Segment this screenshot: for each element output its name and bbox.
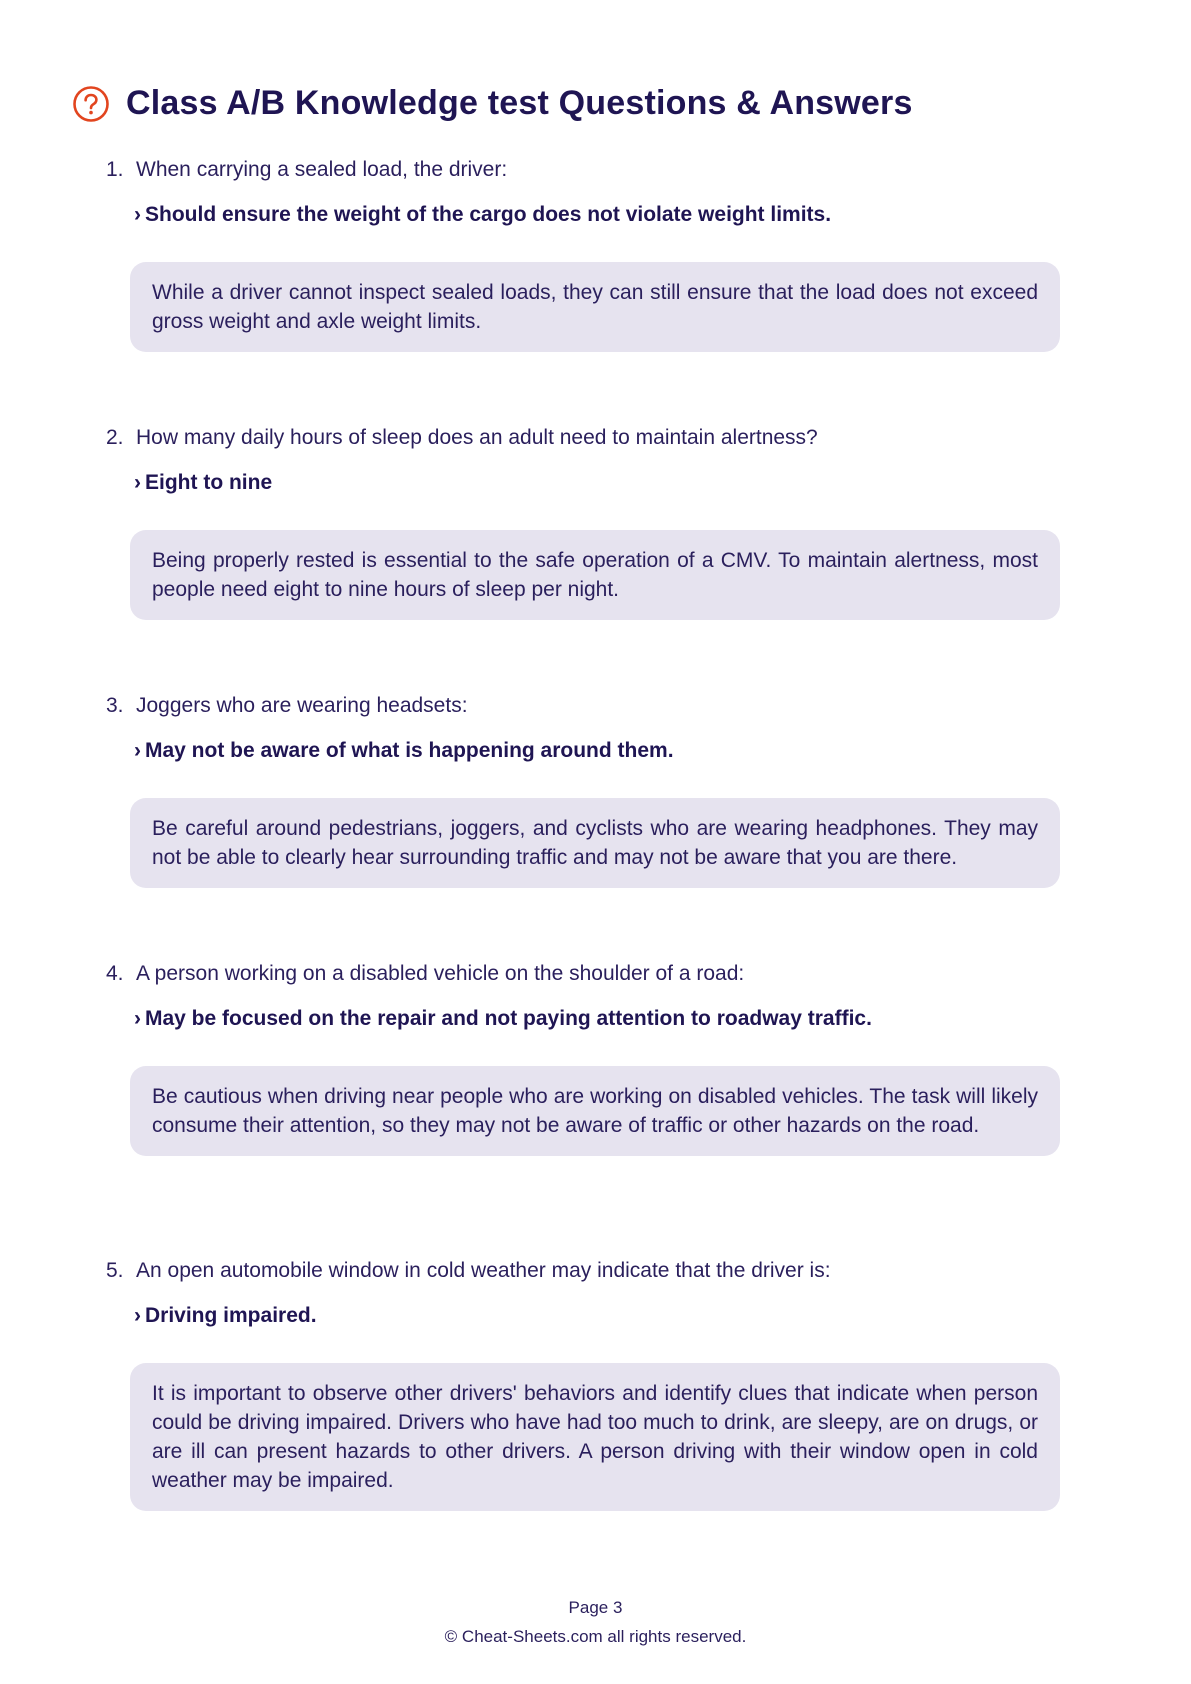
question-number: 3. [106, 694, 124, 717]
page-header [72, 84, 913, 123]
chevron-right-icon: › [134, 739, 141, 762]
explanation-box: Be careful around pedestrians, joggers, and cyclists who are wearing headphones. They may not be able to clearly hear surrounding traffic and may not be aware that you are there. [130, 798, 1060, 888]
chevron-right-icon: › [134, 471, 141, 494]
question [106, 962, 744, 986]
question-number: 1. [106, 158, 124, 181]
answer [134, 1007, 872, 1031]
question [106, 426, 818, 450]
copyright: © Cheat-Sheets.com all rights reserved. [444, 1627, 747, 1646]
answer-text: May not be aware of what is happening around them. [145, 739, 674, 762]
explanation-box: It is important to observe other drivers' behaviors and identify clues that indicate when person could be driving impaired. Drivers who have had too much to drink, are sleepy, are on drugs, or are ill can present hazards to other drivers. A person driving with their window open in cold weather may be impaired. [130, 1363, 1060, 1511]
question [106, 1259, 831, 1283]
question-number: 5. [106, 1259, 124, 1282]
answer [134, 1304, 317, 1328]
question-text: When carrying a sealed load, the driver: [136, 158, 508, 181]
chevron-right-icon: › [134, 1007, 141, 1030]
question-number: 2. [106, 426, 124, 449]
explanation-box: Be cautious when driving near people who are working on disabled vehicles. The task will likely consume their attention, so they may not be aware of traffic or other hazards on the road. [130, 1066, 1060, 1156]
question-text: A person working on a disabled vehicle on the shoulder of a road: [136, 962, 745, 985]
question-circle-icon [72, 85, 110, 123]
question-number: 4. [106, 962, 124, 985]
explanation-box: While a driver cannot inspect sealed loads, they can still ensure that the load does not exceed gross weight and axle weight limits. [130, 262, 1060, 352]
page-number: Page 3 [568, 1598, 623, 1617]
question-text: How many daily hours of sleep does an adult need to maintain alertness? [136, 426, 818, 449]
question [106, 694, 468, 718]
answer-text: Driving impaired. [145, 1304, 317, 1327]
page-title: Class A/B Knowledge test Questions & Answers [126, 84, 913, 122]
answer [134, 203, 831, 227]
answer [134, 739, 674, 763]
answer-text: Eight to nine [145, 471, 273, 494]
chevron-right-icon: › [134, 203, 141, 226]
explanation-box: Being properly rested is essential to the safe operation of a CMV. To maintain alertness, most people need eight to nine hours of sleep per night. [130, 530, 1060, 620]
question-text: An open automobile window in cold weather may indicate that the driver is: [136, 1259, 831, 1282]
answer-text: Should ensure the weight of the cargo does not violate weight limits. [145, 203, 832, 226]
answer [134, 471, 272, 495]
question-text: Joggers who are wearing headsets: [136, 694, 468, 717]
chevron-right-icon: › [134, 1304, 141, 1327]
answer-text: May be focused on the repair and not paying attention to roadway traffic. [145, 1007, 872, 1030]
question [106, 158, 507, 182]
